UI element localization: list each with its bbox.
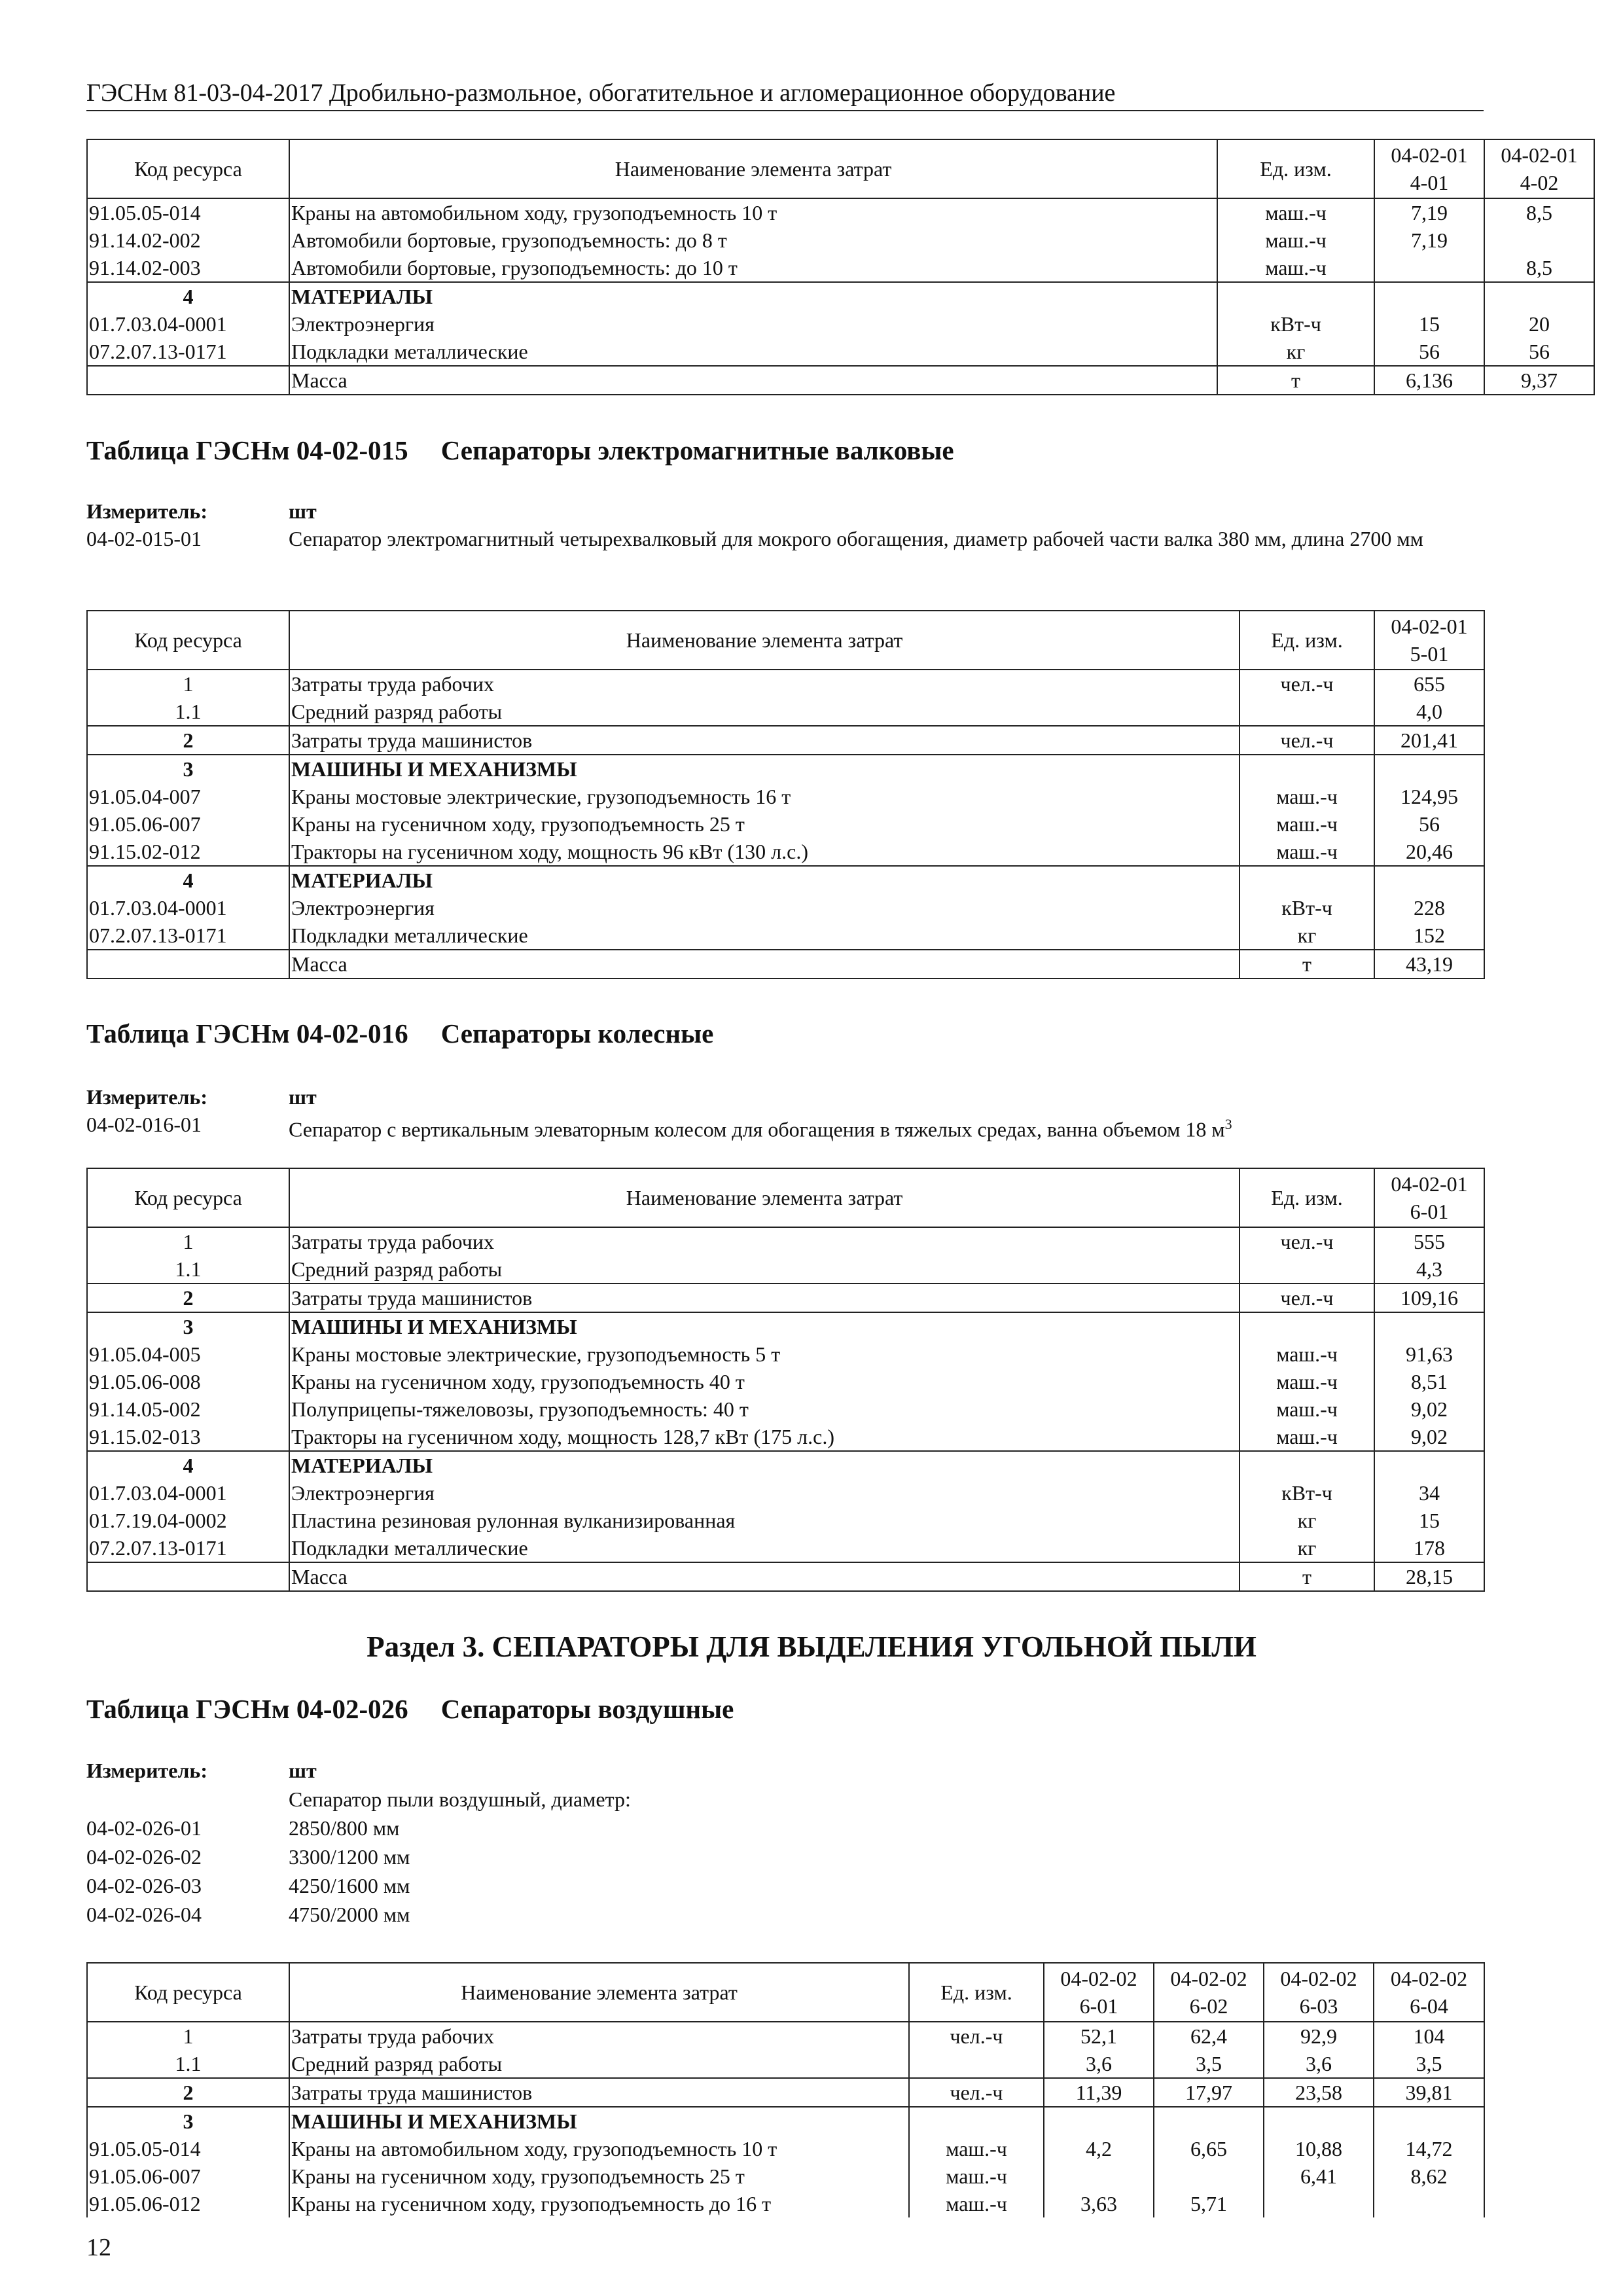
norm-value: 52,1 xyxy=(1044,2022,1154,2050)
table-row-mass xyxy=(87,366,1594,395)
resource-name: Полуприцепы-тяжеловозы, грузоподъемность: 40 т xyxy=(289,1395,1240,1423)
resource-code: 91.05.06-007 xyxy=(87,810,289,838)
resource-name: МАТЕРИАЛЫ xyxy=(289,1451,1240,1479)
norm-value: 56 xyxy=(1484,338,1594,366)
resource-code: 91.14.05-002 xyxy=(87,1395,289,1423)
table-row xyxy=(87,1479,1484,1507)
resource-name: МАШИНЫ И МЕХАНИЗМЫ xyxy=(289,1312,1240,1340)
table-row xyxy=(87,726,1484,755)
resource-unit: кВт-ч xyxy=(1217,310,1374,338)
norm-value: 3,5 xyxy=(1374,2050,1484,2078)
table-row xyxy=(87,1227,1484,1255)
table-row xyxy=(87,1451,1484,1479)
table-title-code: Таблица ГЭСНм 04-02-015 xyxy=(86,435,408,465)
table-row xyxy=(87,254,1594,282)
item-description: Сепаратор электромагнитный четырехвалковый для мокрого обогащения, диаметр рабочей части валка 380 мм, длина 2700 мм xyxy=(289,527,1423,550)
resource-name: МАТЕРИАЛЫ xyxy=(289,866,1240,894)
resource-code: 91.15.02-013 xyxy=(87,1423,289,1451)
resource-unit: маш.-ч xyxy=(1217,198,1374,226)
resource-unit: чел.-ч xyxy=(909,2078,1044,2107)
resource-code: 91.05.05-014 xyxy=(87,2135,289,2162)
norm-value: 43,19 xyxy=(1374,950,1484,978)
table-header-row xyxy=(87,1963,1484,2022)
table-row xyxy=(87,783,1484,810)
table-row xyxy=(87,2022,1484,2050)
table-title-name: Сепараторы воздушные xyxy=(440,1694,734,1724)
measure-unit: шт xyxy=(289,1085,317,1109)
superscript: 3 xyxy=(1224,1116,1232,1132)
resource-unit: маш.-ч xyxy=(1240,1423,1374,1451)
col-header-name: Наименование элемента затрат xyxy=(289,1963,909,2022)
resource-unit: маш.-ч xyxy=(1240,1340,1374,1368)
col-header-name: Наименование элемента затрат xyxy=(289,139,1217,198)
table-row xyxy=(87,894,1484,922)
resource-unit: маш.-ч xyxy=(1217,226,1374,254)
resource-name: Средний разряд работы xyxy=(289,698,1240,726)
norm-value: 124,95 xyxy=(1374,783,1484,810)
resource-unit: т xyxy=(1217,366,1374,395)
item-code: 04-02-016-01 xyxy=(86,1113,202,1136)
resource-table-026 xyxy=(86,1962,1485,2217)
resource-code: 07.2.07.13-0171 xyxy=(87,338,289,366)
table-row xyxy=(87,670,1484,698)
table-row xyxy=(87,922,1484,950)
resource-name: Подкладки металлические xyxy=(289,922,1240,950)
norm-value: 4,0 xyxy=(1374,698,1484,726)
col-header-code: Код ресурса xyxy=(87,1168,289,1227)
resource-code: 2 xyxy=(87,2078,289,2107)
resource-code: 91.05.04-007 xyxy=(87,783,289,810)
table-row xyxy=(87,2190,1484,2217)
resource-code: 91.05.06-007 xyxy=(87,2162,289,2190)
col-header-norm: 04-02-026-04 xyxy=(1374,1963,1484,2022)
norm-value xyxy=(1374,254,1484,282)
resource-code: 1.1 xyxy=(87,2050,289,2078)
table-title-name: Сепараторы колесные xyxy=(440,1018,714,1049)
resource-unit: кВт-ч xyxy=(1240,1479,1374,1507)
resource-unit: чел.-ч xyxy=(1240,670,1374,698)
resource-name: Краны на автомобильном ходу, грузоподъемность 10 т xyxy=(289,198,1217,226)
col-header-unit: Ед. изм. xyxy=(1217,139,1374,198)
item-description: 3300/1200 мм xyxy=(289,1845,410,1869)
col-header-code: Код ресурса xyxy=(87,611,289,670)
resource-unit: маш.-ч xyxy=(1217,254,1374,282)
norm-value: 9,37 xyxy=(1484,366,1594,395)
resource-code xyxy=(87,1562,289,1591)
resource-unit: чел.-ч xyxy=(1240,1227,1374,1255)
table-row xyxy=(87,1534,1484,1562)
item-description: 4750/2000 мм xyxy=(289,1903,410,1926)
resource-unit: маш.-ч xyxy=(1240,810,1374,838)
norm-value: 91,63 xyxy=(1374,1340,1484,1368)
col-header-norm: 04-02-026-01 xyxy=(1044,1963,1154,2022)
norm-value: 15 xyxy=(1374,310,1484,338)
norm-value xyxy=(1484,226,1594,254)
table-row xyxy=(87,1312,1484,1340)
resource-code: 1 xyxy=(87,670,289,698)
norm-value: 5,71 xyxy=(1154,2190,1264,2217)
resource-name: Тракторы на гусеничном ходу, мощность 128,7 кВт (175 л.с.) xyxy=(289,1423,1240,1451)
norm-value xyxy=(1154,2162,1264,2190)
resource-name: Средний разряд работы xyxy=(289,2050,909,2078)
norm-value: 15 xyxy=(1374,1507,1484,1534)
norm-value: 9,02 xyxy=(1374,1423,1484,1451)
table-row xyxy=(87,1340,1484,1368)
resource-code xyxy=(87,950,289,978)
measure-label: Измеритель: xyxy=(86,499,207,523)
table-row xyxy=(87,1395,1484,1423)
resource-code: 91.05.05-014 xyxy=(87,198,289,226)
resource-code: 07.2.07.13-0171 xyxy=(87,922,289,950)
resource-unit xyxy=(1240,1451,1374,1479)
item-code: 04-02-026-01 xyxy=(86,1816,202,1840)
resource-name: Краны мостовые электрические, грузоподъемность 5 т xyxy=(289,1340,1240,1368)
norm-value xyxy=(1264,2190,1374,2217)
norm-value: 34 xyxy=(1374,1479,1484,1507)
norm-value: 178 xyxy=(1374,1534,1484,1562)
norm-value: 3,6 xyxy=(1044,2050,1154,2078)
resource-unit: кг xyxy=(1240,1507,1374,1534)
resource-code: 1.1 xyxy=(87,1255,289,1283)
col-header-norm: 04-02-026-03 xyxy=(1264,1963,1374,2022)
item-description xyxy=(289,1111,1484,1143)
table-row xyxy=(87,282,1594,310)
resource-code: 01.7.19.04-0002 xyxy=(87,1507,289,1534)
resource-unit: кг xyxy=(1240,1534,1374,1562)
col-header-name: Наименование элемента затрат xyxy=(289,611,1240,670)
table-row xyxy=(87,2078,1484,2107)
col-header-norm: 04-02-014-02 xyxy=(1484,139,1594,198)
resource-code xyxy=(87,366,289,395)
norm-value: 8,5 xyxy=(1484,198,1594,226)
item-code: 04-02-015-01 xyxy=(86,527,202,550)
norm-value: 109,16 xyxy=(1374,1283,1484,1312)
resource-name: Затраты труда машинистов xyxy=(289,1283,1240,1312)
resource-unit xyxy=(909,2050,1044,2078)
norm-value xyxy=(1374,282,1484,310)
resource-code: 01.7.03.04-0001 xyxy=(87,894,289,922)
resource-name: Подкладки металлические xyxy=(289,1534,1240,1562)
measure-label: Измеритель: xyxy=(86,1085,207,1109)
norm-value xyxy=(1374,2107,1484,2135)
norm-value: 28,15 xyxy=(1374,1562,1484,1591)
norm-value: 56 xyxy=(1374,810,1484,838)
measure-unit: шт xyxy=(289,499,317,523)
item-intro: Сепаратор пыли воздушный, диаметр: xyxy=(289,1787,631,1811)
norm-value: 7,19 xyxy=(1374,198,1484,226)
col-header-norm: 04-02-015-01 xyxy=(1374,611,1484,670)
resource-code: 91.05.04-005 xyxy=(87,1340,289,1368)
resource-code: 1 xyxy=(87,2022,289,2050)
table-title-code: Таблица ГЭСНм 04-02-016 xyxy=(86,1018,408,1049)
norm-value xyxy=(1264,2107,1374,2135)
col-header-unit: Ед. изм. xyxy=(909,1963,1044,2022)
norm-value xyxy=(1044,2162,1154,2190)
table-title-016 xyxy=(86,1016,713,1050)
resource-code: 91.14.02-002 xyxy=(87,226,289,254)
norm-value: 228 xyxy=(1374,894,1484,922)
norm-value: 23,58 xyxy=(1264,2078,1374,2107)
table-header-row xyxy=(87,611,1484,670)
resource-name: Краны мостовые электрические, грузоподъемность 16 т xyxy=(289,783,1240,810)
resource-name: МАШИНЫ И МЕХАНИЗМЫ xyxy=(289,755,1240,783)
resource-name: Краны на гусеничном ходу, грузоподъемность 40 т xyxy=(289,1368,1240,1395)
col-header-norm: 04-02-014-01 xyxy=(1374,139,1484,198)
norm-value xyxy=(1374,2190,1484,2217)
resource-unit xyxy=(1240,755,1374,783)
resource-name: Масса xyxy=(289,366,1217,395)
resource-unit: т xyxy=(1240,1562,1374,1591)
resource-code: 91.14.02-003 xyxy=(87,254,289,282)
table-title-026 xyxy=(86,1692,734,1726)
col-header-norm: 04-02-016-01 xyxy=(1374,1168,1484,1227)
resource-code: 4 xyxy=(87,1451,289,1479)
table-row xyxy=(87,198,1594,226)
norm-value: 201,41 xyxy=(1374,726,1484,755)
resource-unit: маш.-ч xyxy=(909,2162,1044,2190)
resource-table-016 xyxy=(86,1168,1485,1592)
resource-unit xyxy=(1240,698,1374,726)
resource-name: Затраты труда рабочих xyxy=(289,1227,1240,1255)
resource-name: Краны на гусеничном ходу, грузоподъемность 25 т xyxy=(289,2162,909,2190)
resource-name: Краны на гусеничном ходу, грузоподъемность 25 т xyxy=(289,810,1240,838)
norm-value: 4,3 xyxy=(1374,1255,1484,1283)
table-row xyxy=(87,2135,1484,2162)
norm-value xyxy=(1374,755,1484,783)
norm-value: 6,136 xyxy=(1374,366,1484,395)
table-row xyxy=(87,2162,1484,2190)
table-row xyxy=(87,2050,1484,2078)
norm-value: 6,41 xyxy=(1264,2162,1374,2190)
norm-value: 6,65 xyxy=(1154,2135,1264,2162)
resource-unit: кг xyxy=(1240,922,1374,950)
resource-table-014 xyxy=(86,139,1595,395)
norm-value: 3,5 xyxy=(1154,2050,1264,2078)
norm-value: 14,72 xyxy=(1374,2135,1484,2162)
resource-unit xyxy=(909,2107,1044,2135)
measure-label: Измеритель: xyxy=(86,1759,207,1782)
norm-value: 11,39 xyxy=(1044,2078,1154,2107)
norm-value: 10,88 xyxy=(1264,2135,1374,2162)
resource-name: Автомобили бортовые, грузоподъемность: до 8 т xyxy=(289,226,1217,254)
resource-unit xyxy=(1240,1255,1374,1283)
resource-unit: маш.-ч xyxy=(1240,1368,1374,1395)
resource-code: 91.15.02-012 xyxy=(87,838,289,866)
resource-name: Масса xyxy=(289,950,1240,978)
item-code: 04-02-026-03 xyxy=(86,1874,202,1897)
norm-value: 39,81 xyxy=(1374,2078,1484,2107)
item-code: 04-02-026-04 xyxy=(86,1903,202,1926)
table-row xyxy=(87,310,1594,338)
resource-code: 01.7.03.04-0001 xyxy=(87,310,289,338)
resource-code: 91.05.06-008 xyxy=(87,1368,289,1395)
norm-value: 62,4 xyxy=(1154,2022,1264,2050)
table-title-015 xyxy=(86,433,954,467)
norm-value: 92,9 xyxy=(1264,2022,1374,2050)
norm-value: 8,5 xyxy=(1484,254,1594,282)
resource-name: Масса xyxy=(289,1562,1240,1591)
resource-code: 4 xyxy=(87,866,289,894)
item-description: 2850/800 мм xyxy=(289,1816,400,1840)
resource-name: Краны на автомобильном ходу, грузоподъемность 10 т xyxy=(289,2135,909,2162)
table-row-mass xyxy=(87,950,1484,978)
resource-code: 1.1 xyxy=(87,698,289,726)
resource-unit: маш.-ч xyxy=(1240,1395,1374,1423)
running-header: ГЭСНм 81-03-04-2017 Дробильно-размольное, обогатительное и агломерационное оборудование xyxy=(86,77,1484,111)
resource-name: Пластина резиновая рулонная вулканизированная xyxy=(289,1507,1240,1534)
resource-code: 01.7.03.04-0001 xyxy=(87,1479,289,1507)
norm-value xyxy=(1044,2107,1154,2135)
norm-value xyxy=(1154,2107,1264,2135)
resource-name: Затраты труда рабочих xyxy=(289,670,1240,698)
table-row xyxy=(87,866,1484,894)
norm-value: 7,19 xyxy=(1374,226,1484,254)
table-row xyxy=(87,338,1594,366)
norm-value: 555 xyxy=(1374,1227,1484,1255)
col-header-unit: Ед. изм. xyxy=(1240,1168,1374,1227)
table-header-row xyxy=(87,139,1594,198)
table-title-name: Сепараторы электромагнитные валковые xyxy=(440,435,954,465)
resource-code: 91.05.06-012 xyxy=(87,2190,289,2217)
table-row xyxy=(87,838,1484,866)
norm-value xyxy=(1484,282,1594,310)
resource-unit: чел.-ч xyxy=(1240,1283,1374,1312)
norm-value: 17,97 xyxy=(1154,2078,1264,2107)
col-header-norm: 04-02-026-02 xyxy=(1154,1963,1264,2022)
norm-value: 20 xyxy=(1484,310,1594,338)
resource-name: МАШИНЫ И МЕХАНИЗМЫ xyxy=(289,2107,909,2135)
col-header-name: Наименование элемента затрат xyxy=(289,1168,1240,1227)
table-row xyxy=(87,755,1484,783)
resource-name: Электроэнергия xyxy=(289,894,1240,922)
resource-name: Затраты труда машинистов xyxy=(289,726,1240,755)
item-description: 4250/1600 мм xyxy=(289,1874,410,1897)
col-header-code: Код ресурса xyxy=(87,1963,289,2022)
resource-name: Автомобили бортовые, грузоподъемность: до 10 т xyxy=(289,254,1217,282)
resource-unit: кВт-ч xyxy=(1240,894,1374,922)
resource-name: Электроэнергия xyxy=(289,1479,1240,1507)
resource-name: Средний разряд работы xyxy=(289,1255,1240,1283)
table-header-row xyxy=(87,1168,1484,1227)
item-code: 04-02-026-02 xyxy=(86,1845,202,1869)
table-row xyxy=(87,1368,1484,1395)
resource-name: Краны на гусеничном ходу, грузоподъемность до 16 т xyxy=(289,2190,909,2217)
resource-unit: маш.-ч xyxy=(1240,783,1374,810)
table-row xyxy=(87,810,1484,838)
resource-code: 3 xyxy=(87,755,289,783)
resource-name: МАТЕРИАЛЫ xyxy=(289,282,1217,310)
resource-code: 3 xyxy=(87,1312,289,1340)
col-header-code: Код ресурса xyxy=(87,139,289,198)
table-row xyxy=(87,2107,1484,2135)
resource-code: 1 xyxy=(87,1227,289,1255)
resource-unit: т xyxy=(1240,950,1374,978)
measure-unit: шт xyxy=(289,1759,317,1782)
table-row xyxy=(87,1507,1484,1534)
norm-value: 3,63 xyxy=(1044,2190,1154,2217)
resource-unit xyxy=(1240,1312,1374,1340)
norm-value: 56 xyxy=(1374,338,1484,366)
table-row xyxy=(87,1255,1484,1283)
resource-unit xyxy=(1240,866,1374,894)
table-row-mass xyxy=(87,1562,1484,1591)
norm-value: 4,2 xyxy=(1044,2135,1154,2162)
resource-name: Подкладки металлические xyxy=(289,338,1217,366)
item-description-text: Сепаратор с вертикальным элеваторным колесом для обогащения в тяжелых средах, ванна объемом 18 м xyxy=(289,1117,1225,1141)
norm-value xyxy=(1374,866,1484,894)
resource-code: 4 xyxy=(87,282,289,310)
resource-code: 2 xyxy=(87,1283,289,1312)
resource-unit: маш.-ч xyxy=(1240,838,1374,866)
table-title-code: Таблица ГЭСНм 04-02-026 xyxy=(86,1694,408,1724)
resource-table-015 xyxy=(86,610,1485,979)
resource-unit: маш.-ч xyxy=(909,2190,1044,2217)
resource-name: Затраты труда машинистов xyxy=(289,2078,909,2107)
norm-value: 152 xyxy=(1374,922,1484,950)
norm-value xyxy=(1374,1312,1484,1340)
resource-name: Тракторы на гусеничном ходу, мощность 96 кВт (130 л.с.) xyxy=(289,838,1240,866)
table-row xyxy=(87,698,1484,726)
resource-code: 2 xyxy=(87,726,289,755)
resource-name: Затраты труда рабочих xyxy=(289,2022,909,2050)
col-header-unit: Ед. изм. xyxy=(1240,611,1374,670)
norm-value: 8,62 xyxy=(1374,2162,1484,2190)
norm-value xyxy=(1374,1451,1484,1479)
norm-value: 8,51 xyxy=(1374,1368,1484,1395)
resource-unit: кг xyxy=(1217,338,1374,366)
resource-unit xyxy=(1217,282,1374,310)
norm-value: 3,6 xyxy=(1264,2050,1374,2078)
resource-unit: маш.-ч xyxy=(909,2135,1044,2162)
norm-value: 20,46 xyxy=(1374,838,1484,866)
norm-value: 9,02 xyxy=(1374,1395,1484,1423)
page-number: 12 xyxy=(86,2234,111,2261)
resource-unit: чел.-ч xyxy=(1240,726,1374,755)
norm-value: 655 xyxy=(1374,670,1484,698)
resource-code: 3 xyxy=(87,2107,289,2135)
section-title: Раздел 3. СЕПАРАТОРЫ ДЛЯ ВЫДЕЛЕНИЯ УГОЛЬНОЙ ПЫЛИ xyxy=(366,1630,1257,1663)
resource-code: 07.2.07.13-0171 xyxy=(87,1534,289,1562)
resource-name: Электроэнергия xyxy=(289,310,1217,338)
norm-value: 104 xyxy=(1374,2022,1484,2050)
table-row xyxy=(87,1283,1484,1312)
resource-unit: чел.-ч xyxy=(909,2022,1044,2050)
table-row xyxy=(87,1423,1484,1451)
table-row xyxy=(87,226,1594,254)
